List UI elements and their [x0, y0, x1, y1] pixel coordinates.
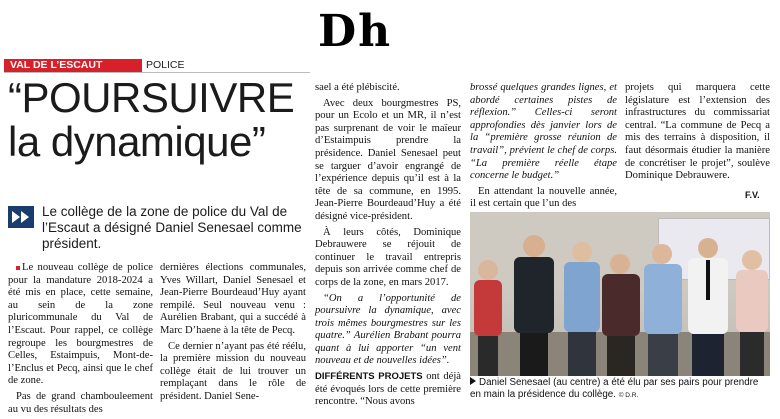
author-signature: F.V. — [745, 190, 760, 200]
rubric-rule — [4, 72, 310, 73]
paragraph: projets qui marquera cette législature est l’extension des infrastructures du commissariat central. “La commune de Pecq a mis des terrains à disposition, il faut désormais étudier la manière de concrétiser le projet”, soulève Dominique Debrauwere. — [625, 82, 770, 182]
newspaper-logo: Dh — [318, 6, 393, 57]
headline-line-2: la dynamique” — [8, 118, 266, 165]
article-column-4 — [470, 82, 617, 214]
lead-paragraph: Le collège de la zone de police du Val de l’Escaut a désigné Daniel Senesael comme président. — [42, 204, 302, 251]
photo-people-illustration — [470, 212, 770, 376]
paragraph: Pas de grand chambouleement au vu des résultats des — [8, 390, 153, 415]
photo-caption — [470, 377, 770, 402]
person-7 — [736, 250, 768, 376]
headline — [8, 76, 308, 164]
paragraph: “On a l’opportunité de poursuivre la dynamique, avec trois mêmes bourgmestres sur les quatre.” Aurélien Brabant pourra quant à lui apporter “un vent nouveau et de nouvelles idées”. — [315, 292, 461, 367]
person-2 — [514, 235, 554, 376]
person-3 — [564, 242, 600, 376]
article-column-1 — [8, 262, 153, 419]
person-6-police — [688, 238, 728, 376]
section-rubric: VAL DE L’ESCAUT — [4, 59, 142, 72]
bullet-square-icon — [16, 266, 20, 270]
paragraph: Avec deux bourgmestres PS, pour un Ecolo et un MR, il n’est pas surprenant de voir le maïeur d’Estaimpuis prendre la présidence. Daniel Senesael peut se targuer d’avoir engrangé de l’expérience depuis qu’il est à la tête de sa commune, en 1995. Jean-Pierre Bourdeaud’Huy a été désigné vice-président. — [315, 97, 461, 222]
person-5 — [644, 244, 682, 376]
paragraph: brossé quelques grandes lignes, et abordé certaines pistes de réflexion.” Celles-ci seront approfondies dès janvier lors de la “première grosse réunion de travail”, prévient le chef de corps. “La première réelle étape concerne le budget.” — [470, 82, 617, 182]
caption-text: Daniel Senesael (au centre) a été élu par ses pairs pour prendre en main la présidence du collège. — [470, 377, 759, 400]
paragraph: DIFFÉRENTS PROJETS ont déjà été évoqués lors de cette première rencontre. “Nous avons — [315, 371, 461, 408]
double-arrow-icon — [8, 206, 34, 228]
paragraph-kicker: DIFFÉRENTS PROJETS — [315, 371, 423, 383]
photo-credit: © D.R. — [618, 392, 639, 399]
paragraph: Ce dernier n’ayant pas été réélu, la première mission du nouveau collège était de lui trouver un remplaçant dans le rôle de président. Daniel Sene- — [160, 340, 306, 402]
caption-arrow-icon — [470, 377, 476, 385]
headline-line-1: “POURSUIVRE — [8, 74, 295, 121]
article-column-3 — [315, 82, 461, 412]
masthead — [0, 0, 780, 60]
category-label: POLICE — [146, 59, 185, 71]
article-column-2 — [160, 262, 306, 407]
person-4-center — [602, 254, 640, 376]
paragraph: dernières élections communales, Yves Willart, Daniel Senesael et Jean-Pierre Bourdeaud’Huy ayant rempilé. Seul nouveau venu : Aurélien Brabant, qui a succédé à Marc D’haene à la tête de Pecq. — [160, 262, 306, 336]
paragraph: À leurs côtés, Dominique Debrauwere se réjouit de continuer le travail entrepris depuis son arrivée comme chef de corps de la zone, en mars 2017. — [315, 226, 461, 288]
article-column-5 — [625, 82, 770, 186]
paragraph: En attendant la nouvelle année, il est certain que l’un des — [470, 185, 617, 210]
paragraph: sael a été plébiscité. — [315, 82, 400, 93]
paragraph: Le nouveau collège de police pour la mandature 2018-2024 a été mis en place, cette semaine, au sein de la zone pluricommunale du Val de l’Escaut. Pour rappel, ce collège regroupe les bourgmestres de Celles, Estaimpuis, Mont-de-l’Enclus et Pecq, ainsi que le chef de zone. — [8, 262, 153, 387]
person-1 — [474, 260, 502, 376]
group-photo — [470, 212, 770, 376]
